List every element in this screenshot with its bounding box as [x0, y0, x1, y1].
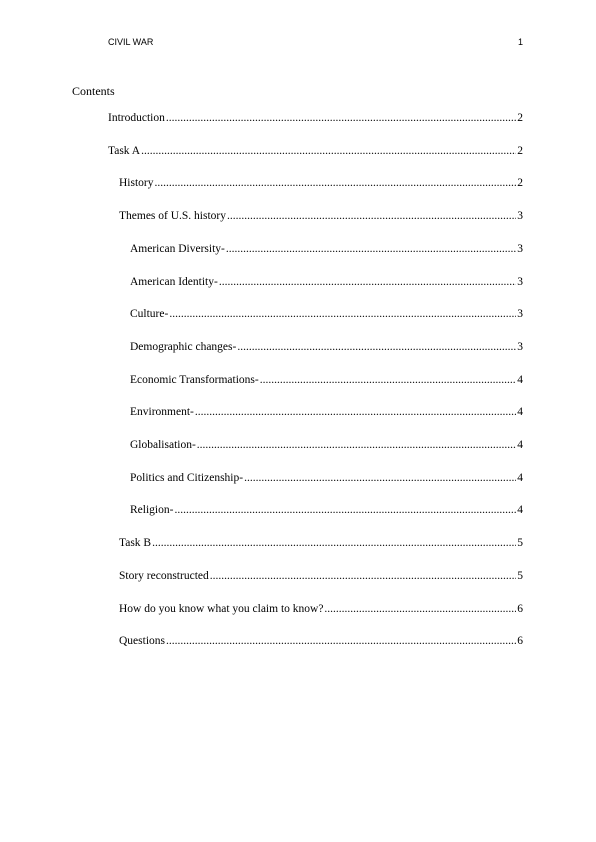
dot-leader	[195, 405, 516, 419]
toc-entry[interactable]	[130, 503, 523, 517]
toc-entry[interactable]	[130, 405, 523, 419]
header-page-number: 1	[517, 37, 523, 47]
toc-entry[interactable]	[130, 373, 523, 387]
toc-entry-title: Culture-	[130, 308, 169, 321]
toc-entry-title: Demographic changes-	[130, 340, 237, 353]
toc-entry-page: 2	[517, 112, 523, 124]
toc-entry-title: Globalisation-	[130, 439, 196, 451]
toc-entry-page: 3	[517, 210, 523, 223]
dot-leader	[210, 569, 517, 583]
toc-entry-title: How do you know what you claim to know?	[119, 602, 324, 615]
toc-entry-title: American Diversity-	[130, 242, 225, 255]
toc-entry[interactable]	[130, 275, 523, 289]
toc-entry[interactable]	[119, 209, 523, 223]
dot-leader	[166, 111, 516, 125]
toc-entry[interactable]	[130, 471, 523, 485]
dot-leader	[219, 275, 516, 289]
toc-entry[interactable]	[108, 111, 523, 125]
toc-entry[interactable]	[130, 242, 523, 256]
toc-entry-title: Economic Transformations-	[130, 373, 259, 386]
dot-leader	[226, 242, 516, 256]
toc-entry-page: 4	[517, 504, 523, 517]
toc-entry-page: 3	[517, 308, 523, 321]
toc-entry[interactable]	[119, 602, 523, 616]
dot-leader	[155, 176, 517, 190]
toc-entry[interactable]	[108, 144, 523, 158]
dot-leader	[152, 536, 516, 550]
toc-entry-title: American Identity-	[130, 275, 218, 288]
toc-entry-title: Politics and Citizenship-	[130, 471, 244, 484]
dot-leader	[227, 209, 516, 223]
toc-entry-page: 2	[517, 144, 523, 157]
toc-entry-page: 6	[517, 602, 523, 615]
toc-entry-page: 6	[517, 635, 523, 648]
toc-entry[interactable]	[119, 634, 523, 648]
dot-leader	[141, 144, 516, 158]
toc-entry-page: 4	[517, 439, 523, 451]
dot-leader	[237, 340, 516, 354]
toc-entry[interactable]	[119, 569, 523, 583]
running-head	[108, 37, 523, 47]
running-title: CIVIL WAR	[108, 37, 154, 47]
toc-entry-page: 3	[517, 275, 523, 288]
toc-entry-page: 3	[517, 242, 523, 255]
toc-entry[interactable]	[119, 176, 523, 190]
toc-entry-page: 3	[517, 340, 523, 353]
toc-entry-title: Themes of U.S. history	[119, 210, 227, 223]
dot-leader	[244, 471, 516, 485]
dot-leader	[169, 307, 516, 321]
dot-leader	[197, 438, 516, 452]
toc-entry-page: 2	[517, 177, 523, 190]
toc-entry-page: 4	[517, 406, 523, 419]
dot-leader	[174, 503, 516, 517]
toc-entry[interactable]	[130, 307, 523, 321]
toc-entry-page: 4	[517, 471, 523, 484]
toc-entry-page: 4	[517, 373, 523, 386]
toc-entry[interactable]	[119, 536, 523, 550]
toc-entry-title: Story reconstructed	[119, 569, 209, 582]
toc-entry[interactable]	[130, 438, 523, 452]
toc-entry-page: 5	[517, 569, 523, 582]
toc-entry-title: Religion-	[130, 504, 174, 517]
dot-leader	[166, 634, 516, 648]
dot-leader	[260, 373, 517, 387]
toc-entry-title: Environment-	[130, 406, 194, 419]
toc-entry-page: 5	[517, 537, 523, 550]
dot-leader	[324, 602, 516, 616]
toc-entry-title: Task A	[108, 144, 141, 157]
toc-entry-title: Task B	[119, 537, 152, 550]
contents-heading: Contents	[72, 84, 115, 98]
toc-entry[interactable]	[130, 340, 523, 354]
toc-entry-title: Questions	[119, 635, 165, 648]
toc-entry-title: Introduction	[108, 112, 165, 124]
toc-entry-title: History	[119, 177, 154, 190]
